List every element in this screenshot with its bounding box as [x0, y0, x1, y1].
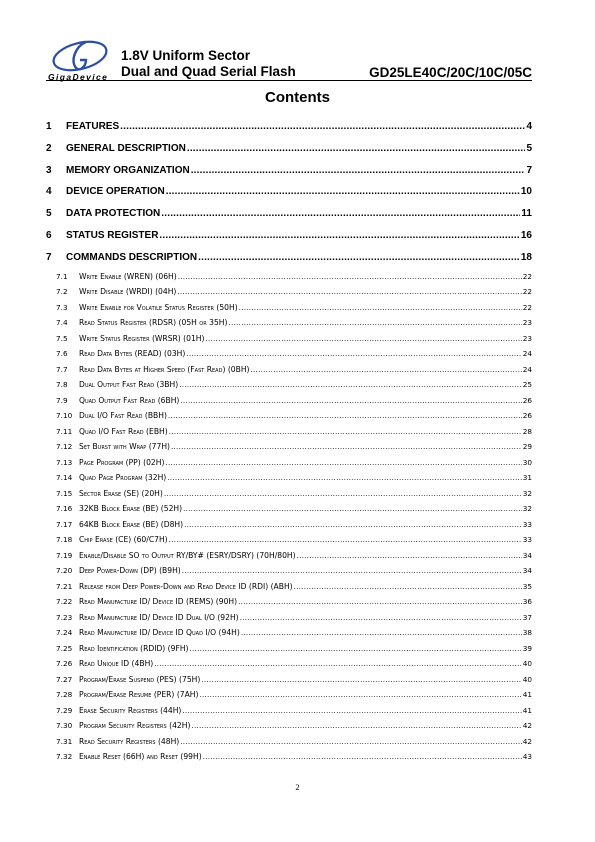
toc-entry-number: 7.1 — [56, 271, 68, 281]
dot-leader — [154, 656, 521, 672]
toc-entry-label: Read Unique ID (4BH) — [79, 659, 154, 669]
toc-entry[interactable] — [46, 315, 532, 331]
dot-leader — [169, 424, 522, 440]
toc-entry-page: 7 — [526, 164, 532, 176]
toc-entry-number: 7.5 — [56, 333, 68, 343]
dot-leader — [186, 346, 521, 362]
toc-entry[interactable] — [46, 641, 532, 657]
toc-entry-page: 25 — [522, 380, 532, 390]
toc-entry-number: 7.8 — [56, 380, 68, 390]
toc-entry-label: Set Burst with Wrap (77H) — [79, 442, 171, 452]
toc-entry-number: 7.27 — [56, 674, 73, 684]
toc-entry-page: 35 — [522, 581, 532, 591]
toc-entry[interactable] — [46, 225, 532, 247]
toc-entry-label: Deep Power-Down (DP) (B9H) — [79, 566, 181, 576]
toc-entry-label: DEVICE OPERATION — [66, 186, 165, 198]
dot-leader — [178, 269, 522, 285]
toc-entry-number: 7.3 — [56, 302, 68, 312]
toc-entry-number: 7.17 — [56, 519, 73, 529]
toc-entry-number: 5 — [46, 208, 52, 220]
toc-entry-page: 29 — [522, 442, 532, 452]
toc-entry-page: 4 — [526, 121, 532, 132]
toc-entry-number: 7.16 — [56, 504, 73, 514]
toc-entry-page: 16 — [520, 229, 532, 241]
toc-entry[interactable] — [46, 160, 532, 182]
toc-entry-label: Read Status Register (RDSR) (05H or 35H) — [79, 318, 228, 328]
toc-entry-label: Dual I/O Fast Read (BBH) — [79, 411, 167, 421]
toc-entry-number: 7.23 — [56, 612, 73, 622]
toc-entry-number: 7.20 — [56, 566, 73, 576]
toc-entry-page: 38 — [522, 628, 532, 638]
toc-entry-page: 10 — [520, 186, 532, 198]
toc-entry[interactable] — [46, 300, 532, 316]
dot-leader — [182, 563, 522, 579]
toc-entry-page: 31 — [522, 473, 532, 483]
toc-entry[interactable] — [46, 672, 532, 688]
toc-entry-label: Chip Erase (CE) (60/C7H) — [79, 535, 168, 545]
dot-leader — [199, 687, 521, 703]
dot-leader — [241, 625, 522, 641]
toc-entry-page: 32 — [522, 488, 532, 498]
toc-entry[interactable] — [46, 269, 532, 285]
toc-entry-page: 42 — [522, 736, 532, 746]
toc-entry[interactable] — [46, 138, 532, 160]
toc-entry-label: GENERAL DESCRIPTION — [66, 142, 186, 154]
toc-entry-page: 42 — [522, 721, 532, 731]
toc-entry-label: Read Manufacture ID/ Device ID Dual I/O (92H) — [79, 612, 239, 622]
toc-entry-page: 33 — [522, 519, 532, 529]
toc-entry[interactable] — [46, 247, 532, 269]
toc-entry-number: 7.22 — [56, 597, 73, 607]
toc-entry[interactable] — [46, 424, 532, 440]
dot-leader — [228, 315, 521, 331]
toc-entry-label: 64KB Block Erase (BE) (D8H) — [79, 519, 184, 529]
table-of-contents — [46, 116, 532, 765]
dot-leader — [169, 532, 522, 548]
toc-entry-number: 6 — [46, 229, 52, 241]
toc-entry[interactable] — [46, 393, 532, 409]
toc-entry-page: 22 — [522, 302, 532, 312]
toc-entry[interactable] — [46, 703, 532, 719]
toc-entry-label: Quad Output Fast Read (6BH) — [79, 395, 180, 405]
toc-entry-page: 18 — [520, 251, 532, 263]
toc-entry[interactable] — [46, 377, 532, 393]
title-line-2: Dual and Quad Serial Flash — [121, 64, 296, 79]
dot-leader — [183, 501, 522, 517]
toc-entry-page: 33 — [522, 535, 532, 545]
toc-entry[interactable] — [46, 687, 532, 703]
toc-entry-label: Program Security Registers (42H) — [79, 721, 191, 731]
dot-leader — [168, 408, 522, 424]
dot-leader — [182, 703, 521, 719]
contents-heading: Contents — [265, 89, 330, 106]
toc-entry-number: 7.6 — [56, 349, 68, 359]
dot-leader — [198, 247, 520, 269]
toc-entry-number: 7.12 — [56, 442, 73, 452]
toc-entry-number: 7.26 — [56, 659, 73, 669]
toc-entry-page: 22 — [522, 271, 532, 281]
toc-entry[interactable] — [46, 517, 532, 533]
dot-leader — [120, 116, 525, 138]
toc-entry-label: Release from Deep Power-Down and Read Device ID (RDI) (ABH) — [79, 581, 293, 591]
dot-leader — [190, 641, 522, 657]
toc-entry-page: 24 — [522, 349, 532, 359]
toc-entry-number: 7 — [46, 251, 52, 263]
dot-leader — [177, 284, 521, 300]
toc-entry-label: STATUS REGISTER — [66, 229, 159, 241]
document-title — [121, 48, 296, 80]
toc-entry[interactable] — [46, 203, 532, 225]
toc-entry[interactable] — [46, 625, 532, 641]
toc-entry-page: 40 — [522, 659, 532, 669]
toc-entry-page: 26 — [522, 395, 532, 405]
toc-entry-number: 7.29 — [56, 705, 73, 715]
dot-leader — [251, 362, 522, 378]
dot-leader — [187, 138, 526, 160]
dot-leader — [179, 377, 522, 393]
toc-entry-number: 7.21 — [56, 581, 73, 591]
toc-entry[interactable] — [46, 594, 532, 610]
toc-entry-label: MEMORY ORGANIZATION — [66, 164, 190, 176]
toc-entry-page: 34 — [522, 566, 532, 576]
toc-entry-page: 23 — [522, 333, 532, 343]
toc-entry-number: 7.9 — [56, 395, 68, 405]
toc-entry[interactable] — [46, 501, 532, 517]
toc-entry-number: 7.30 — [56, 721, 73, 731]
toc-entry-label: Dual Output Fast Read (3BH) — [79, 380, 179, 390]
toc-entry-number: 7.13 — [56, 457, 73, 467]
toc-entry-number: 7.25 — [56, 643, 73, 653]
dot-leader — [238, 594, 522, 610]
toc-entry-page: 30 — [522, 457, 532, 467]
toc-entry-page: 32 — [522, 504, 532, 514]
toc-entry-label: DATA PROTECTION — [66, 208, 161, 220]
toc-entry-number: 7.31 — [56, 736, 73, 746]
toc-entry-label: Read Manufacture ID/ Device ID (REMS) (90H) — [79, 597, 238, 607]
dot-leader — [191, 160, 526, 182]
dot-leader — [294, 579, 522, 595]
toc-entry-page: 41 — [522, 690, 532, 700]
toc-entry-label: Page Program (PP) (02H) — [79, 457, 165, 467]
toc-entry-label: 32KB Block Erase (BE) (52H) — [79, 504, 183, 514]
toc-entry[interactable] — [46, 656, 532, 672]
toc-entry-number: 7.7 — [56, 364, 68, 374]
toc-entry-label: Enable/Disable SO to Output RY/BY# (ESRY/DSRY) (70H/80H) — [79, 550, 296, 560]
dot-leader — [159, 225, 519, 247]
toc-entry-label: Erase Security Registers (44H) — [79, 705, 182, 715]
toc-entry-page: 41 — [522, 705, 532, 715]
toc-entry-page: 24 — [522, 364, 532, 374]
toc-entry-number: 7.4 — [56, 318, 68, 328]
toc-entry[interactable] — [46, 346, 532, 362]
toc-entry-page: 5 — [526, 142, 532, 154]
toc-entry-page: 11 — [521, 208, 532, 220]
toc-entry-label: Read Manufacture ID/ Device ID Quad I/O (94H) — [79, 628, 240, 638]
logo-text: GigaDevice — [48, 72, 109, 82]
toc-entry-page: 23 — [522, 318, 532, 328]
toc-entry-page: 26 — [522, 411, 532, 421]
toc-entry[interactable] — [46, 408, 532, 424]
dot-leader — [180, 734, 521, 750]
toc-entry[interactable] — [46, 718, 532, 734]
dot-leader — [161, 203, 520, 225]
dot-leader — [297, 548, 522, 564]
dot-leader — [239, 300, 522, 316]
dot-leader — [164, 486, 522, 502]
dot-leader — [203, 749, 522, 765]
toc-entry-label: Program/Erase Suspend (PES) (75H) — [79, 674, 201, 684]
toc-entry-number: 7.2 — [56, 287, 68, 297]
toc-entry-label: Read Identification (RDID) (9FH) — [79, 643, 189, 653]
toc-entry-page: 36 — [522, 597, 532, 607]
toc-entry-label: Read Security Registers (48H) — [79, 736, 180, 746]
toc-entry-label: Write Status Register (WRSR) (01H) — [79, 333, 205, 343]
toc-entry[interactable] — [46, 734, 532, 750]
dot-leader — [191, 718, 521, 734]
toc-entry-number: 7.19 — [56, 550, 73, 560]
dot-leader — [166, 181, 520, 203]
page-header — [46, 38, 532, 82]
toc-entry-label: Write Enable (WREN) (06H) — [79, 271, 177, 281]
toc-entry-number: 7.32 — [56, 752, 73, 762]
toc-entry-label: Quad I/O Fast Read (EBH) — [79, 426, 168, 436]
toc-entry-number: 7.11 — [56, 426, 73, 436]
gigadevice-logo — [46, 38, 118, 82]
toc-entry-page: 28 — [522, 426, 532, 436]
toc-entry-label: Write Enable for Volatile Status Register (50H) — [79, 302, 238, 312]
dot-leader — [180, 393, 521, 409]
toc-entry-page: 34 — [522, 550, 532, 560]
header-rule — [46, 80, 532, 81]
toc-entry[interactable] — [46, 470, 532, 486]
toc-entry[interactable] — [46, 486, 532, 502]
toc-entry-number: 7.14 — [56, 473, 73, 483]
dot-leader — [184, 517, 522, 533]
toc-entry-label: Write Disable (WRDI) (04H) — [79, 287, 177, 297]
toc-entry[interactable] — [46, 532, 532, 548]
toc-entry-number: 3 — [46, 164, 52, 176]
toc-entry-label: Enable Reset (66H) and Reset (99H) — [79, 752, 202, 762]
toc-entry-number: 1 — [46, 121, 52, 132]
toc-entry-label: Quad Page Program (32H) — [79, 473, 167, 483]
toc-entry[interactable] — [46, 331, 532, 347]
dot-leader — [205, 331, 521, 347]
dot-leader — [240, 610, 522, 626]
toc-entry[interactable] — [46, 284, 532, 300]
toc-entry[interactable] — [46, 116, 532, 138]
toc-entry[interactable] — [46, 610, 532, 626]
toc-entry-number: 7.24 — [56, 628, 73, 638]
toc-entry-page: 40 — [522, 674, 532, 684]
toc-entry[interactable] — [46, 548, 532, 564]
toc-entry[interactable] — [46, 181, 532, 203]
dot-leader — [171, 439, 522, 455]
toc-entry-label: COMMANDS DESCRIPTION — [66, 251, 198, 263]
toc-entry[interactable] — [46, 563, 532, 579]
toc-entry-number: 4 — [46, 186, 52, 198]
toc-entry-label: Read Data Bytes (READ) (03H) — [79, 349, 186, 359]
toc-entry-page: 39 — [522, 643, 532, 653]
toc-entry-label: FEATURES — [66, 121, 120, 132]
toc-entry-number: 7.18 — [56, 535, 73, 545]
toc-entry-page: 37 — [522, 612, 532, 622]
toc-entry-number: 7.10 — [56, 411, 73, 421]
toc-entry-number: 7.15 — [56, 488, 73, 498]
part-number: GD25LE40C/20C/10C/05C — [369, 65, 532, 80]
toc-entry[interactable] — [46, 362, 532, 378]
toc-entry-number: 7.28 — [56, 690, 73, 700]
toc-entry-page: 22 — [522, 287, 532, 297]
toc-entry-page: 43 — [522, 752, 532, 762]
toc-entry-label: Read Data Bytes at Higher Speed (Fast Read) (0BH) — [79, 364, 250, 374]
page-number: 2 — [295, 782, 300, 792]
dot-leader — [167, 470, 521, 486]
toc-entry-label: Sector Erase (SE) (20H) — [79, 488, 163, 498]
toc-entry-number: 2 — [46, 142, 52, 154]
title-line-1: 1.8V Uniform Sector — [121, 48, 251, 63]
dot-leader — [201, 672, 521, 688]
toc-entry[interactable] — [46, 749, 532, 765]
toc-entry[interactable] — [46, 579, 532, 595]
toc-entry-label: Program/Erase Resume (PER) (7AH) — [79, 690, 199, 700]
toc-entry[interactable] — [46, 455, 532, 471]
dot-leader — [165, 455, 521, 471]
toc-entry[interactable] — [46, 439, 532, 455]
